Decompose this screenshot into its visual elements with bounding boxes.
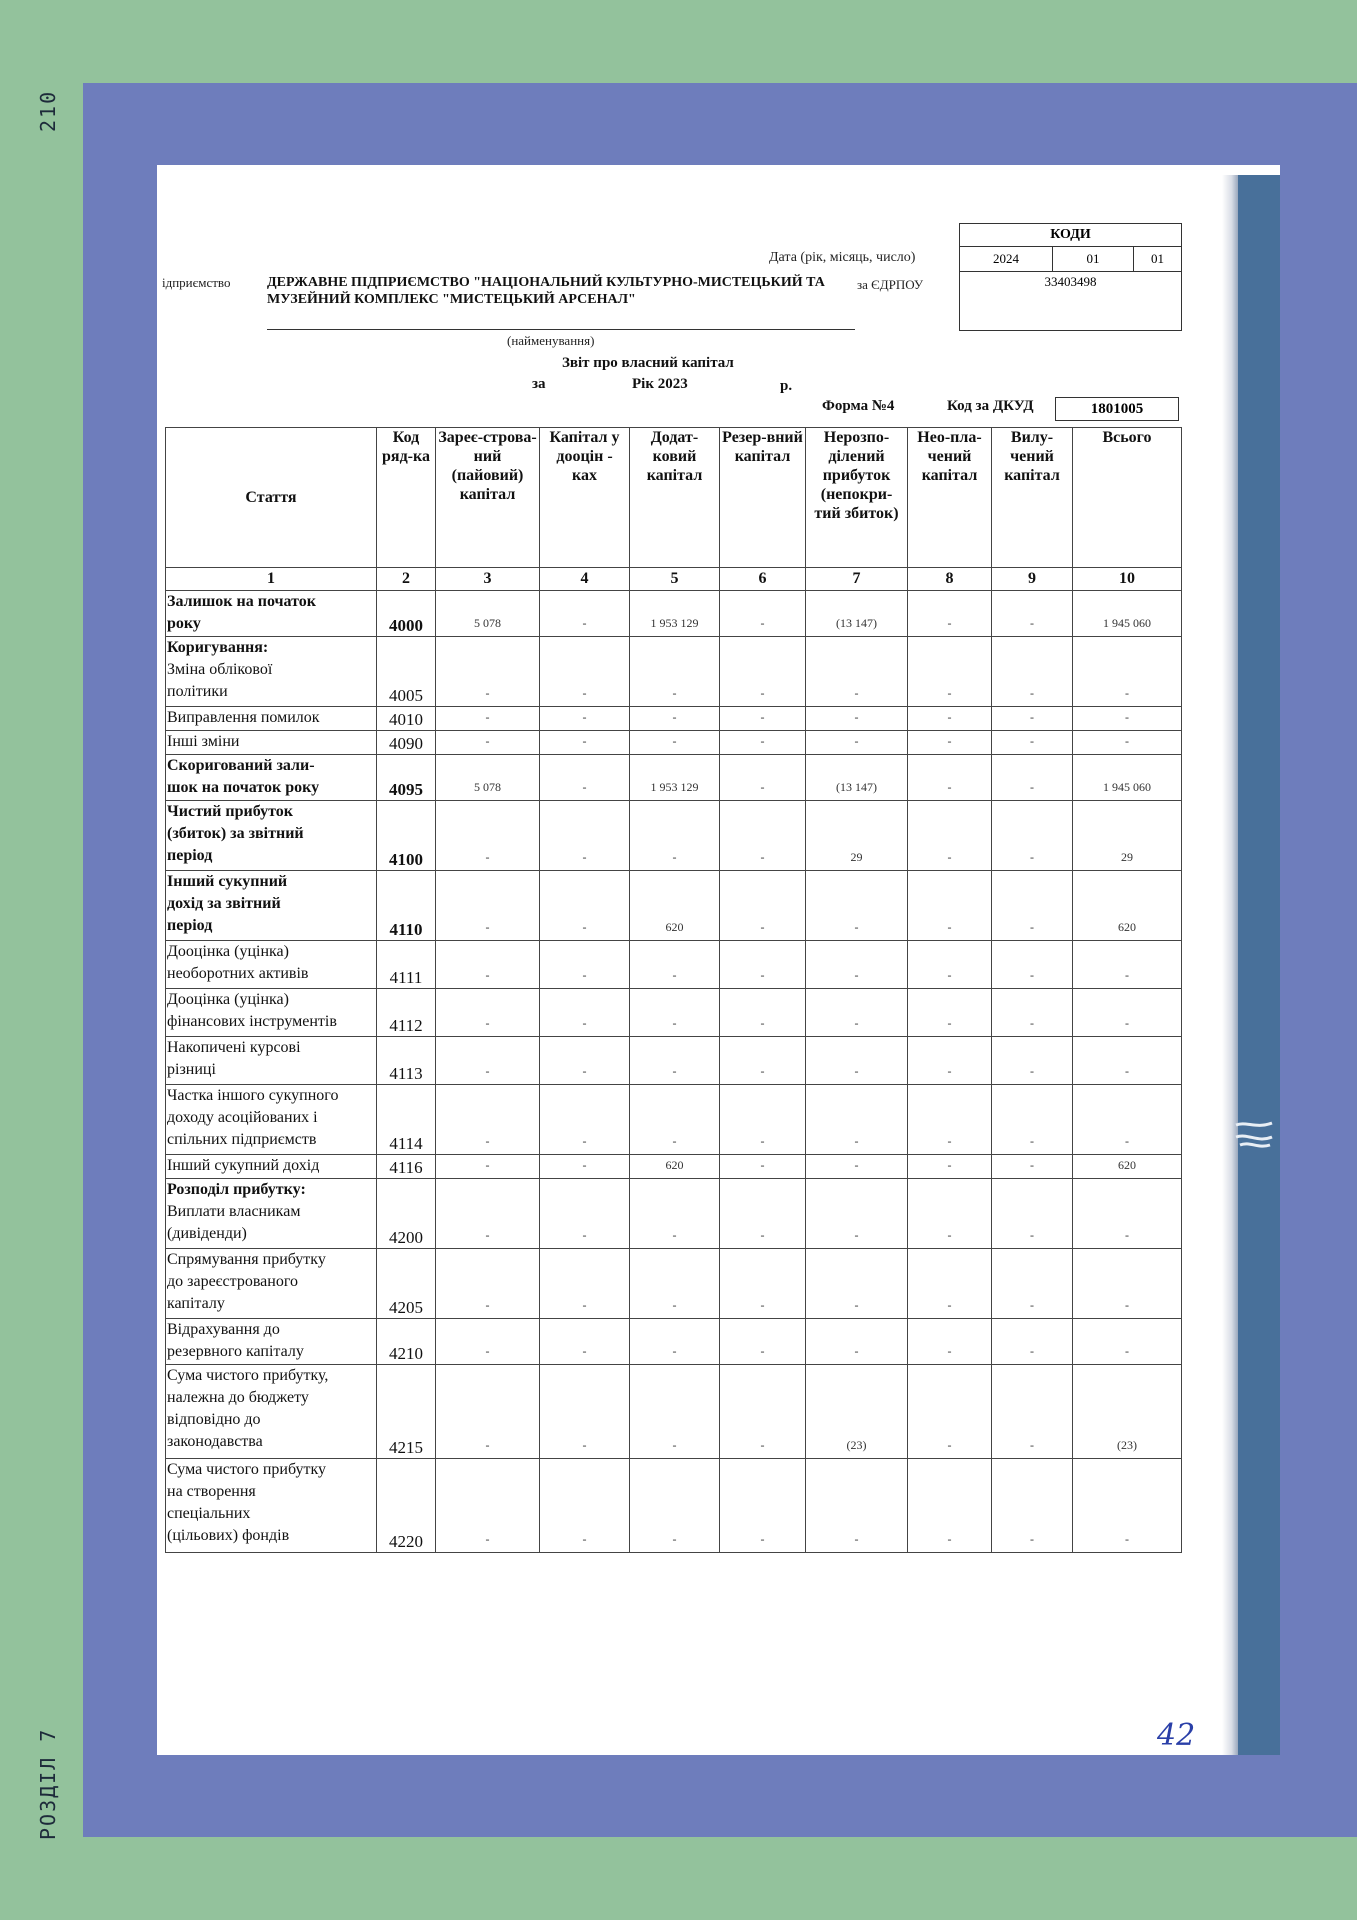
article-line: період: [167, 847, 213, 864]
article-line: Відрахування до: [167, 1321, 280, 1338]
table-row: [166, 755, 1182, 801]
article-line: Частка іншого сукупного: [167, 1087, 339, 1104]
row-value: -: [1073, 731, 1182, 755]
row-value: 1 953 129: [630, 591, 720, 637]
row-value: 1 945 060: [1073, 755, 1182, 801]
row-value: -: [436, 871, 540, 941]
article-line: на створення: [167, 1483, 256, 1500]
article-line: резервного капіталу: [167, 1343, 304, 1360]
row-value: -: [436, 1249, 540, 1319]
row-value: -: [720, 1085, 806, 1155]
row-value: -: [540, 1365, 630, 1459]
row-value: -: [1073, 1179, 1182, 1249]
row-code: 4005: [377, 637, 436, 707]
row-value: -: [436, 1037, 540, 1085]
table-row: [166, 941, 1182, 989]
row-value: -: [540, 1319, 630, 1365]
row-article: [166, 1085, 377, 1155]
row-value: 5 078: [436, 591, 540, 637]
table-row: [166, 591, 1182, 637]
row-value: -: [630, 801, 720, 871]
row-value: -: [806, 1249, 908, 1319]
article-line: шок на початок року: [167, 779, 320, 796]
article-line: Чистий прибуток: [167, 803, 293, 820]
row-value: 5 078: [436, 755, 540, 801]
article-line: капіталу: [167, 1295, 225, 1312]
row-value: -: [908, 591, 992, 637]
row-value: -: [720, 637, 806, 707]
article-line: (цільових) фондів: [167, 1527, 290, 1544]
article-line: необоротних активів: [167, 965, 309, 982]
row-value: -: [806, 1085, 908, 1155]
col-header: Додат-ковий капітал: [630, 428, 720, 568]
article-line: відповідно до: [167, 1411, 261, 1428]
report-title: Звіт про власний капітал: [562, 355, 734, 371]
row-code: 4113: [377, 1037, 436, 1085]
col-number: 6: [720, 568, 806, 591]
row-value: -: [630, 1085, 720, 1155]
row-code: 4220: [377, 1459, 436, 1553]
period: Рік 2023: [632, 376, 688, 392]
row-value: -: [720, 1037, 806, 1085]
row-value: -: [908, 755, 992, 801]
article-line: Дооцінка (уцінка): [167, 943, 289, 960]
table-row: [166, 1155, 1182, 1179]
row-value: -: [720, 801, 806, 871]
table-row: [166, 1459, 1182, 1553]
table-body: [166, 591, 1182, 1553]
row-value: -: [630, 1037, 720, 1085]
row-code: 4210: [377, 1319, 436, 1365]
codes-box: [959, 223, 1182, 331]
row-value: -: [908, 637, 992, 707]
row-value: -: [540, 637, 630, 707]
enterprise-label: ідприємство: [162, 275, 231, 290]
row-value: -: [540, 591, 630, 637]
table-row: [166, 801, 1182, 871]
col-header: Нерозпо-ділений прибуток (непокри-тий збиток): [806, 428, 908, 568]
article-line: Виплати власникам: [167, 1203, 301, 1220]
row-value: -: [1073, 1249, 1182, 1319]
edrpou-label: за ЄДРПОУ: [857, 277, 924, 292]
row-value: -: [806, 989, 908, 1037]
article-line: фінансових інструментів: [167, 1013, 337, 1030]
col-number: 5: [630, 568, 720, 591]
row-value: -: [540, 1037, 630, 1085]
col-header: Зареє-строва-ний (пайовий) капітал: [436, 428, 540, 568]
article-line: Сума чистого прибутку,: [167, 1367, 329, 1384]
row-value: -: [540, 1085, 630, 1155]
row-value: -: [436, 1085, 540, 1155]
table-row: [166, 731, 1182, 755]
table-row: [166, 707, 1182, 731]
row-value: -: [540, 1179, 630, 1249]
row-value: -: [720, 1319, 806, 1365]
section-label: РОЗДІЛ 7: [36, 1727, 60, 1840]
article-line: Зміна облікової: [167, 661, 273, 678]
row-value: -: [806, 1037, 908, 1085]
period-suffix: р.: [780, 378, 793, 394]
col-header: Резер-вний капітал: [720, 428, 806, 568]
row-article: [166, 941, 377, 989]
row-value: -: [992, 755, 1073, 801]
article-line: спеціальних: [167, 1505, 251, 1522]
row-value: -: [630, 637, 720, 707]
row-code: 4010: [377, 707, 436, 731]
row-value: -: [720, 1365, 806, 1459]
article-line: спільних підприємств: [167, 1131, 317, 1148]
row-value: -: [1073, 1459, 1182, 1553]
enterprise-name: ДЕРЖАВНЕ ПІДПРИЄМСТВО "НАЦІОНАЛЬНИЙ КУЛЬТУРНО-МИСТЕЦЬКИЙ ТА МУЗЕЙНИЙ КОМПЛЕКС "МИСТЕЦЬКИЙ АРСЕНАЛ": [267, 275, 825, 307]
handwritten-page-number: 42: [1157, 1718, 1196, 1753]
row-value: 1 945 060: [1073, 591, 1182, 637]
row-value: -: [806, 707, 908, 731]
article-line: Накопичені курсові: [167, 1039, 301, 1056]
article-line: Виправлення помилок: [167, 709, 320, 726]
date-year: 2024: [960, 247, 1053, 271]
row-value: -: [630, 1179, 720, 1249]
row-value: -: [806, 637, 908, 707]
row-value: (13 147): [806, 755, 908, 801]
row-value: -: [720, 871, 806, 941]
article-line: Інший сукупний дохід: [167, 1157, 320, 1174]
row-value: -: [436, 1319, 540, 1365]
row-article: [166, 731, 377, 755]
row-value: 620: [1073, 871, 1182, 941]
article-line: законодавства: [167, 1433, 263, 1450]
row-value: -: [540, 707, 630, 731]
col-number: 2: [377, 568, 436, 591]
row-value: -: [436, 1179, 540, 1249]
article-line: Розподіл прибутку:: [167, 1181, 306, 1198]
col-number: 10: [1073, 568, 1182, 591]
row-article: [166, 637, 377, 707]
row-value: -: [992, 1319, 1073, 1365]
article-line: дохід за звітний: [167, 895, 281, 912]
row-value: -: [908, 801, 992, 871]
row-value: -: [908, 1155, 992, 1179]
row-value: -: [992, 941, 1073, 989]
row-article: [166, 801, 377, 871]
date-label: Дата (рік, місяць, число): [769, 250, 916, 265]
row-article: [166, 755, 377, 801]
row-value: -: [992, 1179, 1073, 1249]
row-value: (13 147): [806, 591, 908, 637]
table-header-row: [166, 428, 1182, 568]
row-value: -: [1073, 1037, 1182, 1085]
table-row: [166, 871, 1182, 941]
col-header: Капітал у дооцін - ках: [540, 428, 630, 568]
row-value: -: [720, 1179, 806, 1249]
article-line: політики: [167, 683, 228, 700]
row-article: [166, 1037, 377, 1085]
table-row: [166, 1179, 1182, 1249]
row-value: -: [1073, 1085, 1182, 1155]
row-value: -: [540, 941, 630, 989]
row-value: -: [908, 1249, 992, 1319]
article-line: Коригування:: [167, 639, 269, 656]
row-value: -: [720, 941, 806, 989]
row-value: -: [908, 871, 992, 941]
article-line: Спрямування прибутку: [167, 1251, 326, 1268]
period-prefix: за: [532, 376, 546, 392]
row-value: -: [720, 755, 806, 801]
row-value: -: [992, 637, 1073, 707]
row-value: -: [908, 1365, 992, 1459]
codes-title: КОДИ: [960, 224, 1181, 247]
article-line: Дооцінка (уцінка): [167, 991, 289, 1008]
article-line: до зареєстрованого: [167, 1273, 298, 1290]
row-value: -: [908, 707, 992, 731]
article-line: належна до бюджету: [167, 1389, 309, 1406]
row-value: -: [806, 871, 908, 941]
row-value: 620: [630, 871, 720, 941]
row-value: -: [720, 1155, 806, 1179]
row-value: (23): [1073, 1365, 1182, 1459]
table-row: [166, 1037, 1182, 1085]
article-line: Інші зміни: [167, 733, 240, 750]
row-value: -: [992, 1155, 1073, 1179]
row-value: -: [540, 801, 630, 871]
row-code: 4200: [377, 1179, 436, 1249]
row-value: -: [806, 1319, 908, 1365]
col-header: Вилу-чений капітал: [992, 428, 1073, 568]
document-spine: [1238, 175, 1280, 1755]
row-value: -: [908, 989, 992, 1037]
row-article: [166, 871, 377, 941]
row-value: -: [806, 941, 908, 989]
row-value: -: [992, 1365, 1073, 1459]
row-value: -: [540, 989, 630, 1037]
row-value: -: [992, 871, 1073, 941]
row-value: -: [720, 731, 806, 755]
row-value: -: [630, 1319, 720, 1365]
row-value: -: [436, 637, 540, 707]
table-row: [166, 1365, 1182, 1459]
row-value: -: [436, 1459, 540, 1553]
binding-thread-icon: [1234, 1115, 1274, 1155]
row-article: [166, 707, 377, 731]
date-row: [960, 247, 1181, 272]
name-underline: [267, 329, 855, 330]
row-article: [166, 989, 377, 1037]
row-value: -: [630, 731, 720, 755]
row-value: -: [992, 731, 1073, 755]
scanned-document: [157, 165, 1280, 1755]
col-number: 4: [540, 568, 630, 591]
row-code: 4100: [377, 801, 436, 871]
row-value: -: [908, 731, 992, 755]
col-header: Код ряд-ка: [377, 428, 436, 568]
row-value: -: [908, 941, 992, 989]
col-number: 7: [806, 568, 908, 591]
row-article: [166, 1365, 377, 1459]
row-value: -: [806, 1459, 908, 1553]
table-row: [166, 989, 1182, 1037]
row-value: -: [992, 1249, 1073, 1319]
col-number: 3: [436, 568, 540, 591]
row-article: [166, 1459, 377, 1553]
row-value: (23): [806, 1365, 908, 1459]
row-value: -: [720, 1459, 806, 1553]
row-code: 4112: [377, 989, 436, 1037]
article-line: доходу асоційованих і: [167, 1109, 318, 1126]
article-line: Інший сукупний: [167, 873, 288, 890]
article-line: (дивіденди): [167, 1225, 247, 1242]
row-value: -: [806, 1179, 908, 1249]
row-value: -: [908, 1037, 992, 1085]
row-value: -: [992, 1037, 1073, 1085]
row-value: -: [540, 1155, 630, 1179]
row-value: -: [908, 1319, 992, 1365]
row-value: 620: [630, 1155, 720, 1179]
row-code: 4205: [377, 1249, 436, 1319]
row-value: -: [540, 755, 630, 801]
article-line: різниці: [167, 1061, 216, 1078]
row-value: -: [992, 707, 1073, 731]
article-line: Сума чистого прибутку: [167, 1461, 327, 1478]
row-value: 29: [1073, 801, 1182, 871]
row-value: -: [992, 591, 1073, 637]
row-value: -: [908, 1459, 992, 1553]
row-code: 4114: [377, 1085, 436, 1155]
article-line: (збиток) за звітний: [167, 825, 304, 842]
row-value: -: [436, 941, 540, 989]
form-number: Форма №4: [822, 398, 895, 414]
row-value: -: [540, 871, 630, 941]
col-number: 1: [166, 568, 377, 591]
row-value: -: [540, 1459, 630, 1553]
col-number: 9: [992, 568, 1073, 591]
row-value: -: [540, 1249, 630, 1319]
row-article: [166, 1249, 377, 1319]
col-header: Нео-пла-чений капітал: [908, 428, 992, 568]
row-value: -: [630, 1249, 720, 1319]
col-header: Стаття: [166, 428, 377, 568]
equity-report-table: [165, 427, 1182, 1553]
row-code: 4095: [377, 755, 436, 801]
article-line: року: [167, 615, 201, 632]
document-spine-edge: [1222, 175, 1238, 1755]
row-code: 4090: [377, 731, 436, 755]
table-row: [166, 1085, 1182, 1155]
page-number: 210: [36, 89, 60, 132]
row-value: -: [992, 1085, 1073, 1155]
row-value: -: [720, 989, 806, 1037]
table-row: [166, 637, 1182, 707]
column-number-row: [166, 568, 1182, 591]
row-value: -: [908, 1085, 992, 1155]
row-value: -: [908, 1179, 992, 1249]
row-value: 29: [806, 801, 908, 871]
row-value: -: [436, 989, 540, 1037]
row-article: [166, 1179, 377, 1249]
row-value: -: [992, 989, 1073, 1037]
date-day: 01: [1151, 251, 1164, 266]
row-value: -: [1073, 1319, 1182, 1365]
dkud-label: Код за ДКУД: [947, 398, 1034, 414]
row-value: -: [992, 1459, 1073, 1553]
row-value: 1 953 129: [630, 755, 720, 801]
row-value: -: [436, 1155, 540, 1179]
row-value: -: [1073, 989, 1182, 1037]
col-number: 8: [908, 568, 992, 591]
name-caption: (найменування): [507, 333, 595, 348]
article-line: Залишок на початок: [167, 593, 317, 610]
row-article: [166, 1319, 377, 1365]
edrpou-value: 33403498: [1044, 274, 1097, 289]
col-header: Всього: [1073, 428, 1182, 568]
dkud-value: 1801005: [1055, 397, 1179, 421]
row-value: -: [720, 1249, 806, 1319]
date-month: 01: [1053, 247, 1134, 271]
row-value: -: [720, 591, 806, 637]
row-value: -: [630, 1459, 720, 1553]
row-value: -: [630, 989, 720, 1037]
row-value: -: [630, 707, 720, 731]
row-value: -: [720, 707, 806, 731]
row-code: 4000: [377, 591, 436, 637]
row-value: -: [436, 1365, 540, 1459]
row-code: 4110: [377, 871, 436, 941]
row-value: -: [1073, 941, 1182, 989]
row-value: -: [630, 1365, 720, 1459]
row-value: -: [1073, 637, 1182, 707]
row-value: -: [436, 801, 540, 871]
row-article: [166, 591, 377, 637]
row-code: 4116: [377, 1155, 436, 1179]
row-value: -: [806, 1155, 908, 1179]
row-value: -: [1073, 707, 1182, 731]
row-value: -: [992, 801, 1073, 871]
table-row: [166, 1249, 1182, 1319]
row-value: -: [436, 707, 540, 731]
row-code: 4111: [377, 941, 436, 989]
article-line: період: [167, 917, 213, 934]
row-value: 620: [1073, 1155, 1182, 1179]
row-value: -: [436, 731, 540, 755]
article-line: Скоригований зали-: [167, 757, 315, 774]
row-value: -: [540, 731, 630, 755]
row-value: -: [630, 941, 720, 989]
row-value: -: [806, 731, 908, 755]
table-row: [166, 1319, 1182, 1365]
row-code: 4215: [377, 1365, 436, 1459]
row-article: [166, 1155, 377, 1179]
